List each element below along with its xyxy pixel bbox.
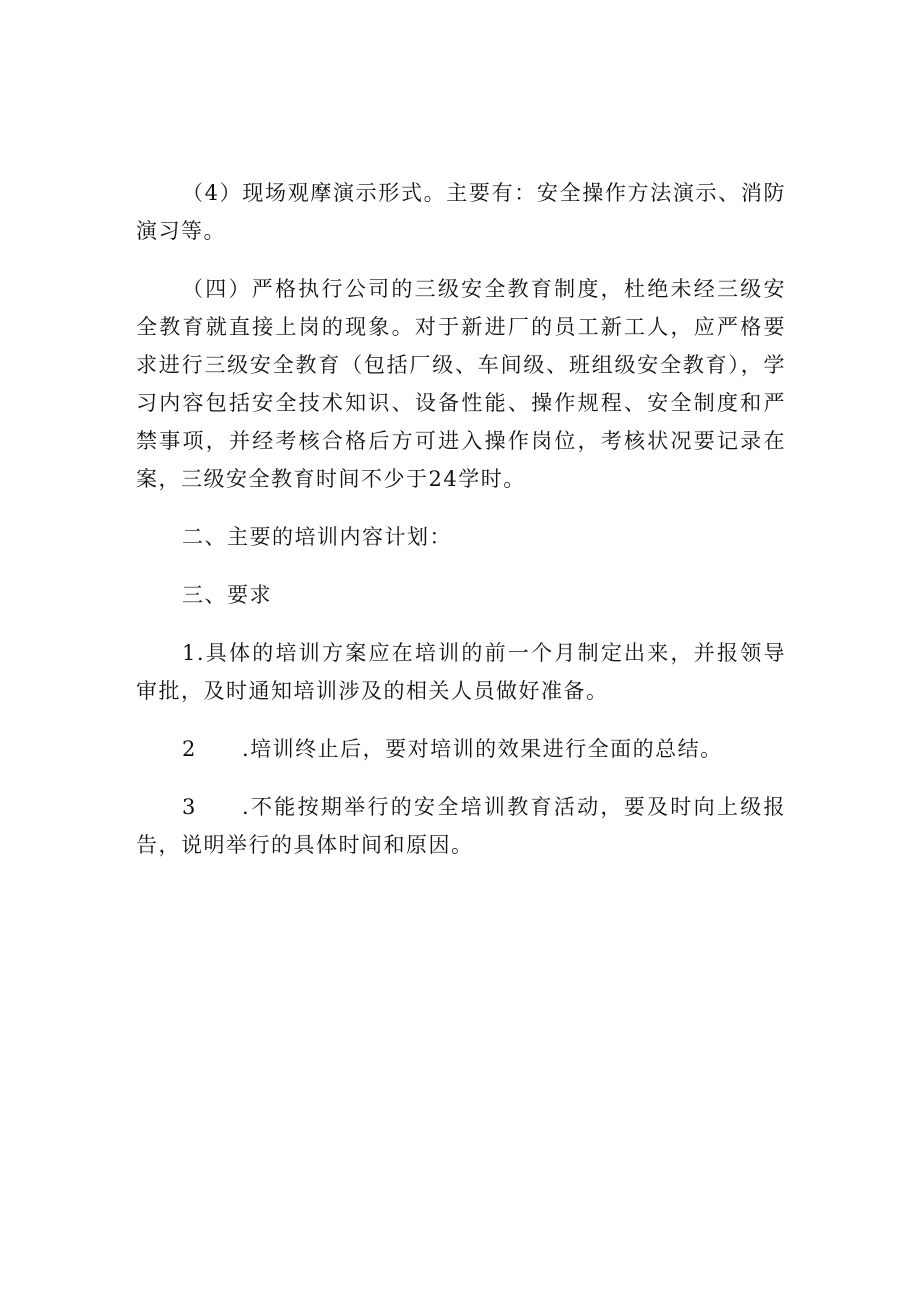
paragraph-three-level-education: （四）严格执行公司的三级安全教育制度，杜绝未经三级安全教育就直接上岗的现象。对于新进厂的员工新工人，应严格要求进行三级安全教育（包括厂级、车间级、班组级安全教育），学习内容包括安全技术知识、设备性能、操作规程、安全制度和严禁事项，并经考核合格后方可进入操作岗位，考核状况要记录在案，三级安全教育时间不少于24学时。: [136, 277, 786, 491]
requirement-item-2: [136, 730, 786, 768]
document-body: [136, 174, 786, 864]
requirement-item-2-number: 2: [182, 737, 197, 761]
paragraph-demonstration-form: （4）现场观摩演示形式。主要有：安全操作方法演示、消防演习等。: [136, 181, 786, 243]
requirement-item-3: [136, 788, 786, 864]
requirement-item-1-number: 1: [182, 641, 197, 665]
requirement-item-1-text: .具体的培训方案应在培训的前一个月制定出来，并报领导审批，及时通知培训涉及的相关人员做好准备。: [136, 641, 786, 703]
requirement-item-3-text: .不能按期举行的安全培训教育活动，要及时向上级报告，说明举行的具体时间和原因。: [136, 795, 786, 857]
requirement-item-2-text: .培训终止后，要对培训的效果进行全面的总结。: [242, 737, 723, 761]
heading-training-content-plan: 二、主要的培训内容计划：: [182, 525, 452, 549]
requirement-item-1: [136, 634, 786, 710]
requirement-item-3-number: 3: [182, 795, 197, 819]
heading-requirements: 三、要求: [182, 583, 272, 607]
